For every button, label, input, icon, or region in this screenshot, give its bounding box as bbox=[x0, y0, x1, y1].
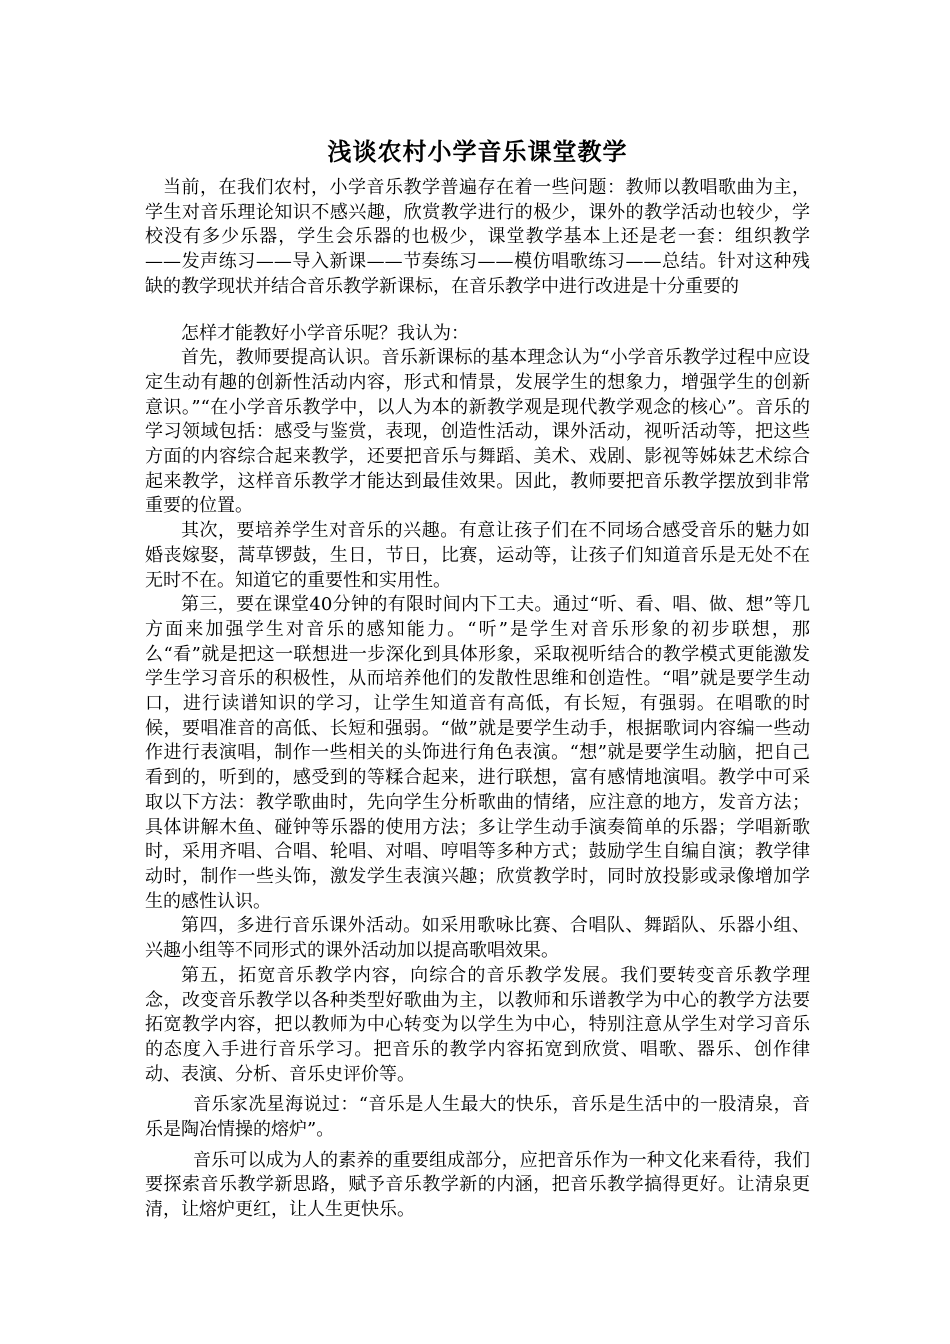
paragraph-conclusion: 音乐可以成为人的素养的重要组成部分，应把音乐作为一种文化来看待，我们要探索音乐教学新思路，赋予音乐教学新的内涵，把音乐教学搞得更好。让清泉更清，让熔炉更红，让人生更快乐。 bbox=[145, 1149, 810, 1221]
paragraph-third-point: 第三，要在课堂40分钟的有限时间内下工夫。通过“听、看、唱、做、想”等几方面来加强学生对音乐的感知能力。“听”是学生对音乐形象的初步联想，那么“看”就是把这一联想进一步深化到具体形象，采取视听结合的教学模式更能激发学生学习音乐的积极性，从而培养他们的发散性思维和创造性。“唱”就是要学生动口，进行读谱知识的学习，让学生知道音有高低，有长短，有强弱。在唱歌的时候，要唱准音的高低、长短和强弱。“做”就是要学生动手，根据歌词内容编一些动作进行表演唱，制作一些相关的头饰进行角色表演。“想”就是要学生动脑，把自己看到的，听到的，感受到的等糅合起来，进行联想，富有感情地演唱。教学中可采取以下方法：教学歌曲时，先向学生分析歌曲的情绪，应注意的地方，发音方法；具体讲解木鱼、碰钟等乐器的使用方法；多让学生动手演奏简单的乐器；学唱新歌时，采用齐唱、合唱、轮唱、对唱、哼唱等多种方式；鼓励学生自编自演；教学律动时，制作一些头饰，激发学生表演兴趣；欣赏教学时，同时放投影或录像增加学生的感性认识。 bbox=[145, 594, 810, 912]
paragraph-second-point: 其次，要培养学生对音乐的兴趣。有意让孩子们在不同场合感受音乐的魅力如婚丧嫁娶，蒿草锣鼓，生日，节日，比赛，运动等，让孩子们知道音乐是无处不在无时不在。知道它的重要性和实用性。 bbox=[145, 520, 810, 591]
paragraph-fifth-point: 第五，拓宽音乐教学内容，向综合的音乐教学发展。我们要转变音乐教学理念，改变音乐教学以各种类型好歌曲为主，以教师和乐谱教学为中心的教学方法要拓宽教学内容，把以教师为中心转变为以学生为中心，特别注意从学生对学习音乐的态度入手进行音乐学习。把音乐的教学内容拓宽到欣赏、唱歌、器乐、创作律动、表演、分析、音乐史评价等。 bbox=[145, 964, 810, 1085]
paragraph-intro: 当前，在我们农村，小学音乐教学普遍存在着一些问题：教师以教唱歌曲为主，学生对音乐理论知识不感兴趣，欣赏教学进行的极少，课外的教学活动也较少，学校没有多少乐器，学生会乐器的也极少，课堂教学基本上还是老一套：组织教学——发声练习——导入新课——节奏练习——模仿唱歌练习——总结。针对这种残缺的教学现状并结合音乐教学新课标，在音乐教学中进行改进是十分重要的 bbox=[145, 177, 810, 297]
paragraph-quote: 音乐家冼星海说过：“音乐是人生最大的快乐，音乐是生活中的一股清泉，音乐是陶冶情操的熔炉”。 bbox=[145, 1094, 810, 1141]
paragraph-fourth-point: 第四，多进行音乐课外活动。如采用歌咏比赛、合唱队、舞蹈队、乐器小组、兴趣小组等不同形式的课外活动加以提高歌唱效果。 bbox=[145, 915, 810, 962]
paragraph-first-point: 首先，教师要提高认识。音乐新课标的基本理念认为“小学音乐教学过程中应设定生动有趣的创新性活动内容，形式和情景，发展学生的想象力，增强学生的创新意识。”“在小学音乐教学中，以人为本的新教学观是现代教学观念的核心”。音乐的学习领域包括：感受与鉴赏，表现，创造性活动，课外活动，视听活动等，把这些方面的内容综合起来教学，还要把音乐与舞蹈、美术、戏剧、影视等姊妹艺术综合起来教学，这样音乐教学才能达到最佳效果。因此，教师要把音乐教学摆放到非常重要的位置。 bbox=[145, 347, 810, 517]
paragraph-question: 怎样才能教好小学音乐呢？我认为： bbox=[181, 322, 469, 344]
document-page bbox=[145, 132, 810, 1223]
document-title: 浅谈农村小学音乐课堂教学 bbox=[327, 138, 628, 166]
